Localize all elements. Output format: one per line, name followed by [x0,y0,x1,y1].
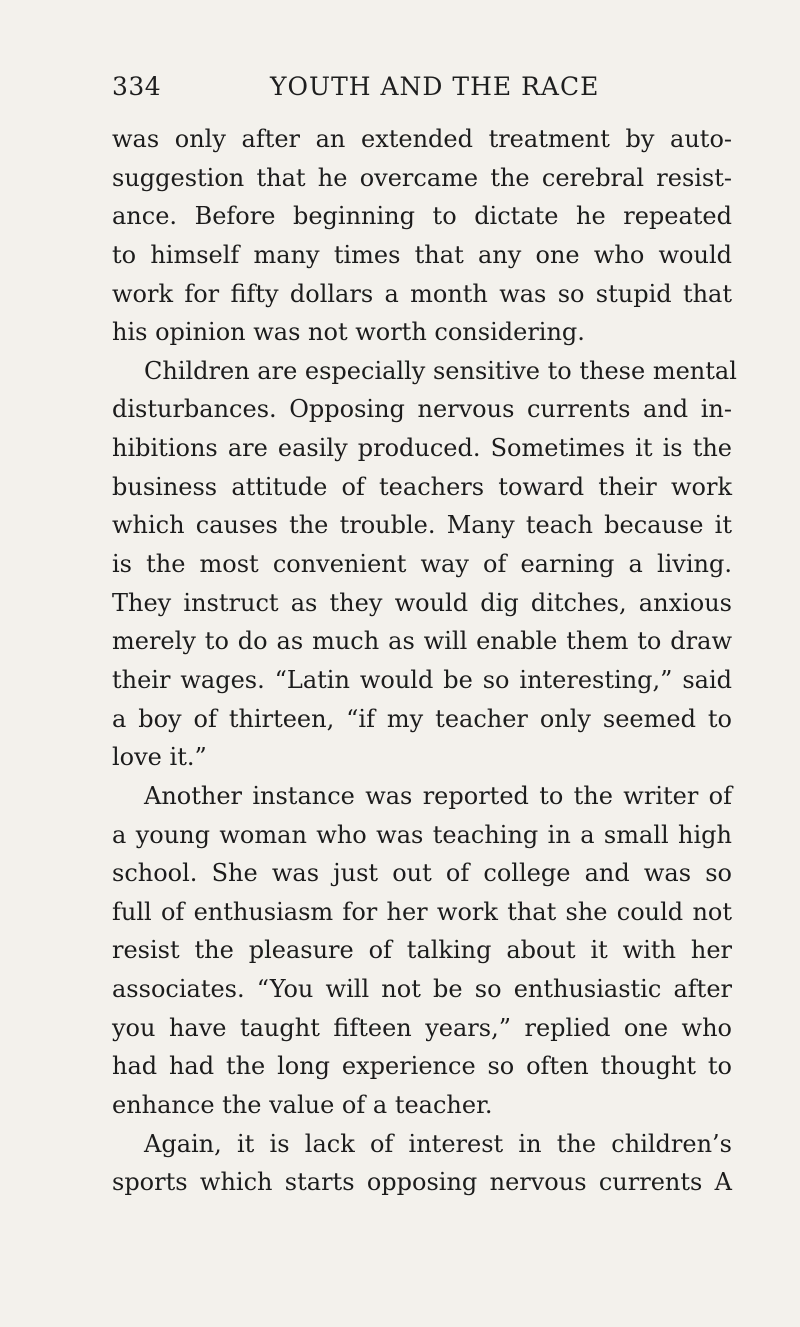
text-line: suggestion that he overcame the cerebral resist- [112,163,732,192]
page-header [112,72,730,112]
text-line: enhance the value of a teacher. [112,1091,493,1120]
text-line: work for fifty dollars a month was so stupid that [112,279,732,308]
text-line: Children are especially sensitive to these mental [144,356,737,385]
text-line: their wages. “Latin would be so interesting,” said [112,665,732,694]
text-line: you have taught fifteen years,” replied one who [112,1013,732,1042]
text-line: was only after an extended treatment by auto- [112,125,732,153]
text-line: which causes the trouble. Many teach because it [112,511,732,540]
text-line: to himself many times that any one who would [112,240,732,269]
text-line: They instruct as they would dig ditches, anxious [112,588,732,617]
text-line: Another instance was reported to the writer of [144,781,732,810]
text-line: had had the long experience so often thought to [112,1052,732,1081]
text-line: Again, it is lack of interest in the children’s [144,1129,732,1158]
text-line: hibitions are easily produced. Sometimes it is the [112,434,732,463]
running-title: YOUTH AND THE RACE [270,72,600,101]
text-line: is the most convenient way of earning a living. [112,550,732,579]
text-line: disturbances. Opposing nervous currents and in- [112,395,732,424]
page-number: 334 [112,72,162,101]
text-line: his opinion was not worth considering. [112,318,585,347]
text-line: merely to do as much as will enable them to draw [112,627,732,656]
body-text [112,120,737,1202]
text-line: a boy of thirteen, “if my teacher only seemed to [112,704,732,733]
text-line: a young woman who was teaching in a small high [112,820,732,849]
text-line: resist the pleasure of talking about it with her [112,936,732,965]
text-line: school. She was just out of college and was so [112,859,732,888]
text-line: love it.” [112,743,207,772]
text-line: sports which starts opposing nervous currents A [112,1168,732,1197]
text-line: ance. Before beginning to dictate he repeated [112,202,732,231]
text-line: business attitude of teachers toward their work [112,472,732,501]
text-line: associates. “You will not be so enthusiastic after [112,975,732,1004]
text-line: full of enthusiasm for her work that she could not [112,897,732,926]
